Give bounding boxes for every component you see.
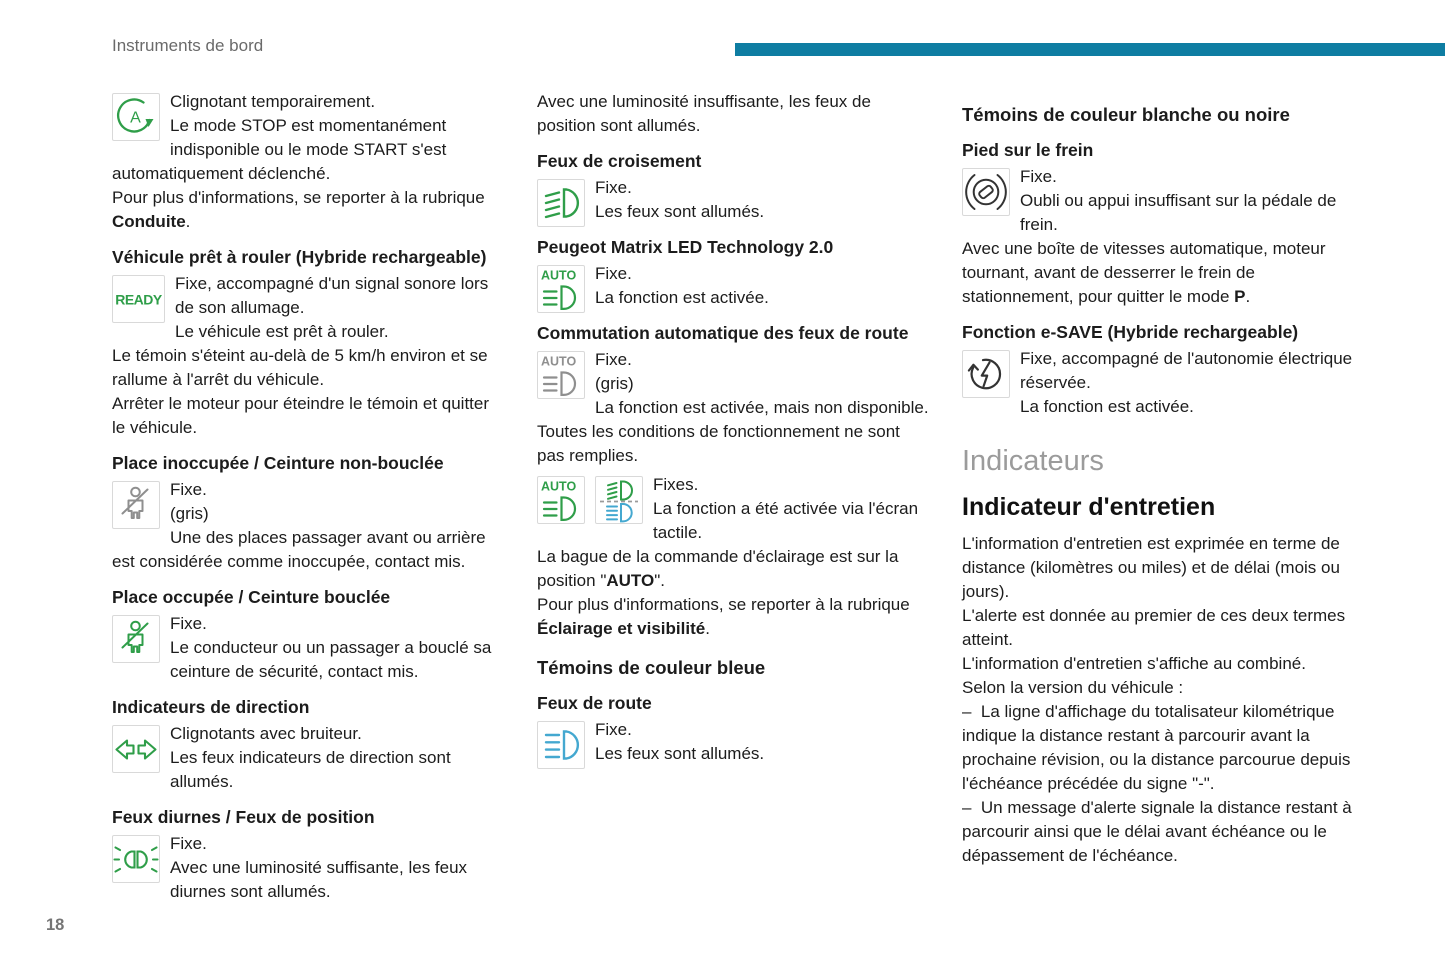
column-right <box>962 88 1356 870</box>
text-run: Fixe. <box>595 178 632 197</box>
text-run: L'information d'entretien s'affiche au combiné. <box>962 654 1306 673</box>
text-run: Avec une luminosité suffisante, les feux diurnes sont allumés. <box>170 858 468 901</box>
auto-high-beam-gray-icon <box>537 351 585 399</box>
section-heading <box>962 102 1356 127</box>
paragraph <box>962 532 1356 868</box>
indicator-entry <box>537 348 931 468</box>
text-run: Fixe. <box>595 720 632 739</box>
text-run: Le mode STOP est momentanément indisponible ou le mode START s'est automatiquement déclenché. <box>112 116 447 183</box>
text-run: Clignotants avec bruiteur. <box>170 724 362 743</box>
text-run: Place inoccupée / Ceinture non-bouclée <box>112 453 444 473</box>
emphasis-text: P <box>1234 287 1246 306</box>
text-run: Feux diurnes / Feux de position <box>112 807 375 827</box>
text-run: Commutation automatique des feux de route <box>537 323 909 343</box>
seatbelt-green-icon <box>112 615 160 663</box>
text-run: Selon la version du véhicule : <box>962 678 1184 697</box>
item-heading <box>112 451 506 475</box>
low-beam-green-icon <box>537 179 585 227</box>
text-run: Toutes les conditions de fonctionnement ne sont pas remplies. <box>537 422 900 465</box>
text-run: (gris) <box>170 504 209 523</box>
text-run: La bague de la commande d'éclairage est sur la position " <box>537 547 899 590</box>
text-run: Pour plus d'informations, se reporter à la rubrique <box>537 595 910 614</box>
text-run: Avec une boîte de vitesses automatique, moteur tournant, avant de desserrer le frein de stationnement, pour quitter le mode <box>962 239 1326 306</box>
text-run: L'alerte est donnée au premier de ces deux termes atteint. <box>962 606 1346 649</box>
item-heading <box>537 235 931 259</box>
text-run: La fonction a été activée via l'écran tactile. <box>653 499 919 542</box>
text-run: Fixe. <box>170 480 207 499</box>
item-heading <box>962 138 1356 162</box>
item-heading <box>112 585 506 609</box>
text-run: Pied sur le frein <box>962 140 1094 160</box>
text-run: Indicateurs de direction <box>112 697 310 717</box>
text-run: Le conducteur ou un passager a bouclé sa ceinture de sécurité, contact mis. <box>170 638 492 681</box>
indicator-entry <box>112 612 506 684</box>
column-left <box>112 88 506 909</box>
item-heading <box>537 321 931 345</box>
daytime-running-lights-icon <box>112 835 160 883</box>
indicator-entry <box>537 176 931 224</box>
svg-text:READY: READY <box>115 291 162 308</box>
text-run: Pour plus d'informations, se reporter à la rubrique <box>112 188 485 207</box>
text-run: Les feux indicateurs de direction sont allumés. <box>170 748 451 791</box>
high-beam-blue-icon <box>537 721 585 769</box>
text-run: Fixe. <box>170 614 207 633</box>
svg-text:AUTO: AUTO <box>541 354 577 369</box>
indicator-entry <box>537 262 931 310</box>
dual-beam-green-blue-icon <box>595 476 643 524</box>
text-run: La fonction est activée. <box>1020 397 1194 416</box>
text-run: – Un message d'alerte signale la distance restant à parcourir ainsi que le délai avant échéance ou le dépassement de l'échéance. <box>962 798 1352 865</box>
seatbelt-gray-icon <box>112 481 160 529</box>
page-number: 18 <box>46 916 65 934</box>
header-accent-bar <box>735 43 1445 56</box>
text-run: . <box>185 212 191 231</box>
indicator-entry <box>112 272 506 440</box>
text-run: Feux de route <box>537 693 652 713</box>
brake-pedal-icon <box>962 168 1010 216</box>
text-run: Témoins de couleur bleue <box>537 657 766 678</box>
item-heading <box>112 805 506 829</box>
text-run: Fixe, accompagné d'un signal sonore lors de son allumage. <box>175 274 489 317</box>
text-run: Fixe, accompagné de l'autonomie électrique réservée. <box>1020 349 1353 392</box>
text-run: (gris) <box>595 374 634 393</box>
text-run: Fixe. <box>170 834 207 853</box>
indicator-entry <box>537 718 931 766</box>
emphasis-text: Éclairage et visibilité <box>537 619 706 638</box>
page-header-title: Instruments de bord <box>112 36 264 55</box>
column-middle <box>537 88 931 771</box>
paragraph <box>537 90 931 138</box>
text-run: La fonction est activée, mais non disponible. <box>595 398 929 417</box>
stop-start-icon <box>112 93 160 141</box>
indicator-entry <box>112 832 506 904</box>
text-run: Arrêter le moteur pour éteindre le témoin et quitter le véhicule. <box>112 394 490 437</box>
indicator-entry <box>537 473 931 641</box>
item-heading <box>537 691 931 715</box>
text-run: Le véhicule est prêt à rouler. <box>175 322 389 341</box>
text-run: ". <box>654 571 665 590</box>
svg-text:AUTO: AUTO <box>541 268 577 283</box>
text-run: Les feux sont allumés. <box>595 202 765 221</box>
indicator-entry <box>962 347 1356 419</box>
text-run: Une des places passager avant ou arrière est considérée comme inoccupée, contact mis. <box>112 528 486 571</box>
svg-text:A: A <box>130 109 141 127</box>
text-run: Véhicule prêt à rouler (Hybride rechargeable) <box>112 247 487 267</box>
indicator-entry <box>112 478 506 574</box>
page-subtitle <box>962 492 1356 522</box>
text-run: Les feux sont allumés. <box>595 744 765 763</box>
text-run: Fixes. <box>653 475 699 494</box>
text-run: Fixe. <box>595 350 632 369</box>
emphasis-text: AUTO <box>606 571 655 590</box>
chapter-title <box>962 445 1356 478</box>
section-heading <box>537 655 931 680</box>
text-run: Le témoin s'éteint au-delà de 5 km/h environ et se rallume à l'arrêt du véhicule. <box>112 346 488 389</box>
indicator-entry <box>112 722 506 794</box>
text-run: Fixe. <box>1020 167 1057 186</box>
indicator-entry <box>962 165 1356 309</box>
ready-icon <box>112 275 165 323</box>
text-run: Indicateur d'entretien <box>962 493 1216 521</box>
svg-text:AUTO: AUTO <box>541 479 577 494</box>
indicator-entry <box>112 90 506 234</box>
item-heading <box>112 245 506 269</box>
text-run: Place occupée / Ceinture bouclée <box>112 587 391 607</box>
text-run: Indicateurs <box>962 445 1104 477</box>
text-run: Fonction e-SAVE (Hybride rechargeable) <box>962 322 1299 342</box>
text-run: La fonction est activée. <box>595 288 769 307</box>
text-run: . <box>705 619 710 638</box>
turn-indicators-icon <box>112 725 160 773</box>
item-heading <box>537 149 931 173</box>
item-heading <box>112 695 506 719</box>
text-run: – La ligne d'affichage du totalisateur kilométrique indique la distance restant à parcourir avant la prochaine révision, ou la distance parcourue depuis l'échéance précédée du signe "-". <box>962 702 1351 793</box>
text-run: L'information d'entretien est exprimée en terme de distance (kilomètres ou miles) et de délai (mois ou jours). <box>962 534 1340 601</box>
text-run: . <box>1245 287 1251 306</box>
text-run: Clignotant temporairement. <box>170 92 376 111</box>
e-save-icon <box>962 350 1010 398</box>
text-run: Oubli ou appui insuffisant sur la pédale de frein. <box>1020 191 1337 234</box>
item-heading <box>962 320 1356 344</box>
text-run: Avec une luminosité insuffisante, les feux de position sont allumés. <box>537 92 871 135</box>
text-run: Peugeot Matrix LED Technology 2.0 <box>537 237 834 257</box>
emphasis-text: Conduite <box>112 212 186 231</box>
auto-high-beam-green-icon <box>537 476 585 524</box>
auto-high-beam-green-icon <box>537 265 585 313</box>
text-run: Témoins de couleur blanche ou noire <box>962 104 1290 125</box>
text-run: Feux de croisement <box>537 151 702 171</box>
text-run: Fixe. <box>595 264 632 283</box>
